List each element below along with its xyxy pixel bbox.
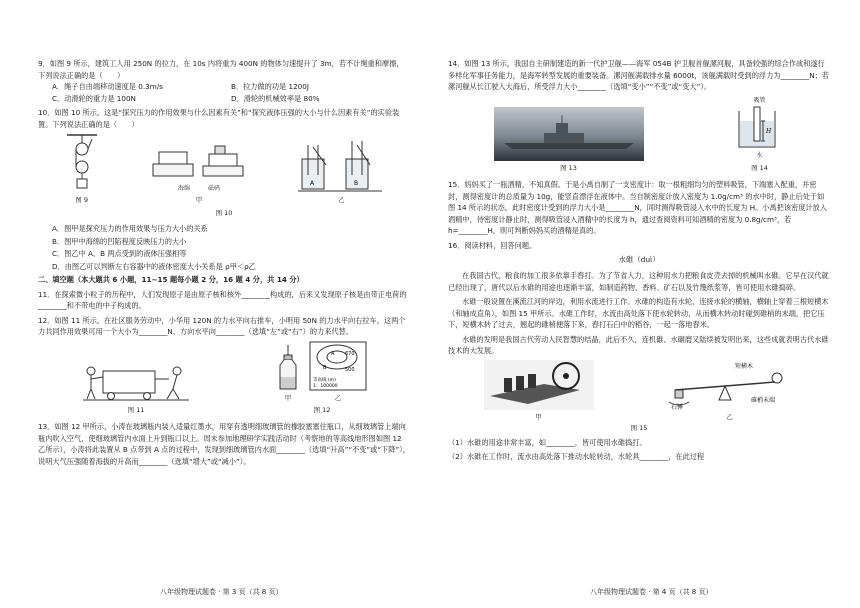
- option-10c: C．图乙中 A、B 两点受到的液体压强相等: [52, 249, 187, 259]
- figure-15-jia-label: 甲: [535, 412, 542, 421]
- question-15: 15．妈妈买了一瓶酒精，不知真假。于是小禹自制了一支密度计：取一根粗细均匀的塑料吸管，下端塞入配重，并密封，测得密度计的总质量为 10g，能竖直漂浮在液体中。当自制密度计放入密度为 1.0g/cm³ 的水中时，静止后处于如图 14 所示的状态，此时密度计受到的浮力大小是________N，同时测得吸管浸入水中的长度为 H。小禹把该密度计放入酒精中，待密度计静止时，测得吸管浸入酒精中的长度为 h，通过查阅资料可知酒精的密度为 0.8g/cm³，若 h=________H，则可判断妈妈买的酒精是真的。: [448, 180, 827, 236]
- question-10-stem: 10．如图 10 所示，这是“探究压力的作用效果与什么因素有关”和“探究液体压强的大小与什么因素有关”的实验装置。下列说法正确的是（ ）: [38, 108, 400, 129]
- question-16-stem: 16．阅读材料，回答问题。: [448, 240, 537, 250]
- right-page-footer: 八年级物理试题卷 · 第 4 页（共 8 页）: [590, 587, 713, 596]
- question-9-stem: 9．如图 9 所示，建筑工人用 250N 的拉力，在 10s 内将重为 400N 的物体匀速提升了 3m，若不计绳重和摩擦，下列说法正确的是（ ）: [38, 59, 404, 80]
- figure-10-caption: 图 10: [215, 209, 233, 218]
- figure-10-caption-row: [38, 207, 410, 219]
- figure-12-caption: 图 12: [313, 406, 331, 415]
- sponge-label: 海绵: [177, 184, 190, 192]
- contour-map-drawing: [309, 341, 367, 391]
- question-12: 12．如图 11 所示，在社区服务劳动中，小华用 120N 的力水平向右推车，小明用 50N 的力水平向右拉车，这两个力共同作用效果可用一个大小为________N、方向水平向________（选填“左”或“右”）的力来代替。: [38, 315, 406, 337]
- bottle-drawing: [277, 345, 299, 391]
- straw-label: 吸管: [753, 96, 766, 104]
- question-9-options: [52, 81, 410, 104]
- figure-12-yi-label: 乙: [334, 393, 342, 402]
- question-16-sub-1: （1）水碓的用途非常丰富，如________，皆可使用水碓捣打。: [448, 437, 647, 447]
- figure-12-jia: [277, 345, 299, 403]
- figures-9-10: [38, 133, 410, 205]
- weight-label: 砝码: [207, 184, 220, 192]
- svg-text:A: A: [310, 180, 315, 188]
- figure-11: [81, 363, 191, 415]
- option-10d: D．由图乙可以判断左右容器中的液体密度大小关系是 ρ甲＜ρ乙: [52, 261, 256, 271]
- question-9: [38, 58, 410, 104]
- figure-10-jia: [149, 140, 249, 206]
- figure-15-yi-label: 乙: [726, 412, 733, 421]
- water-mill-photo: [484, 360, 594, 410]
- densimeter-drawing: [735, 105, 785, 151]
- reading-paragraph-2: 水碓一般设置在溪流江河的岸边，利用水流进行工作。水碓的构造有水轮、连接水轮的横轴，横轴上穿着三根短横木（和轴成直角），如图 15 甲所示。水碓工作时，水流由高处落下使水轮转动，从而横木转动时碰到碓梢的末端，把它压下，短横木转了过去，翘起的碓梢便落下来，舂打石臼中的稻谷，一起一落地舂米。: [448, 297, 829, 330]
- svg-text:A: A: [331, 350, 335, 357]
- figure-9-caption: 图 9: [75, 196, 88, 205]
- sponge-experiment-drawing: [149, 140, 249, 184]
- question-10: [38, 107, 410, 130]
- svg-text:B: B: [354, 180, 359, 188]
- reading-paragraph-1: 在我国古代，粮食的加工很多依靠手舂打。为了节省人力，这种用水力把粮食皮壳去掉的机械叫水碓。它早在汉代就已经出现了，唐代以后水碓的用途也逐渐丰富，如制造药物、香料、矿石以及竹篾纸浆等，皆可使用水碓捣碎。: [448, 271, 829, 292]
- option-9d: D．滑轮的机械效率是 80%: [231, 93, 320, 103]
- figure-15: [448, 360, 830, 422]
- figure-10-yi-caption: 乙: [338, 196, 345, 205]
- cart-push-drawing: [81, 363, 191, 403]
- figure-15-caption: 图 15: [630, 424, 648, 433]
- option-9b: B．拉力做的功是 1200J: [231, 82, 309, 92]
- figures-11-12: [38, 341, 410, 416]
- svg-text:B: B: [323, 364, 327, 371]
- sponge-labels: [178, 184, 220, 194]
- contour-500-label: 500: [345, 366, 355, 373]
- figure-13-caption: 图 13: [560, 163, 577, 172]
- figure-13: [494, 107, 644, 173]
- contour-670-label: 670: [345, 350, 355, 357]
- short-crossbar-label: 短横木: [734, 362, 753, 370]
- figures-13-14: [448, 96, 830, 174]
- figure-12-jia-label: 甲: [284, 393, 292, 402]
- warship-photo: [494, 107, 644, 161]
- contour-scale: 1：100000: [313, 383, 338, 389]
- contour-legend: 等高线 (m): [313, 377, 336, 383]
- pestle-tail-label: 碓梢末端: [750, 396, 775, 404]
- reading-paragraph-3: 水碓的发明是我国古代劳动人民智慧的结晶，此后不久，连机碓、水碾磨又陆续被发明出来，这些成就表明古代水碓技术的大发展。: [448, 334, 829, 356]
- left-page-footer: 八年级物理试题卷 · 第 3 页（共 8 页）: [160, 587, 283, 596]
- option-10b: B．图甲中海绵的凹陷程度反映压力的大小: [52, 236, 187, 246]
- question-16-sub-2: （2）水碓在工作时，流水由高处落下推动水轮转动，水轮具________，在此过程: [448, 452, 705, 462]
- water-label: 水: [756, 152, 763, 160]
- figure-10-jia-caption: 甲: [195, 196, 203, 205]
- question-13: 13．如图 12 甲所示，小涛在玻璃瓶内装入适量红墨水，用穿有透明细玻璃管的橡胶塞塞住瓶口，从细玻璃管上端向瓶内吹入空气，使细玻璃管内水面上升到瓶口以上。周末参加地理研学实践活动时（考察地的等高线地形图如图 12 乙所示），小涛将此装置从 B 点带到 A 点的过程中，发现到细玻璃管内水面________（选填“升高”“不变”或“下降”），说明大气压强随着海拔的升高而________（选填“增大”或“减小”）。: [38, 422, 410, 466]
- right-page: [430, 0, 860, 608]
- pressure-gauge-drawing: [296, 137, 386, 193]
- figure-12-parts: [277, 341, 367, 403]
- figure-9: [62, 133, 102, 205]
- question-11: 11．在探索微小粒子的历程中，人们发现原子是由原子核和核外________构成的，后来又发现原子核是由带正电荷的________和不带电的中子构成的。: [38, 289, 407, 311]
- figure-12-yi: [309, 341, 367, 403]
- question-14: 14．如图 13 所示，我国自主研制建造的新一代护卫舰——海军 054B 护卫舰首舰漯河舰，具备较强的综合作战和遂行多样化军事任务能力，是海军转型发展的重要装备。漯河舰满载排水量 6000t，该舰满载时受到的浮力为________N；若漯河舰从长江驶入大海后，所受浮力大小________（选填“变小”“不变”或“变大”）。: [448, 59, 829, 92]
- figure-15-jia: [484, 360, 594, 422]
- figure-15-yi: [665, 360, 795, 422]
- pulley-drawing: [62, 133, 102, 193]
- figure-14-caption: 图 14: [751, 163, 768, 172]
- warship-silhouette: [494, 107, 644, 161]
- figure-14: [735, 96, 785, 174]
- lever-pestle-drawing: [665, 360, 795, 410]
- figure-11-caption: 图 11: [127, 406, 145, 415]
- option-9a: A．绳子自由端移动速度是 0.3m/s: [52, 82, 163, 92]
- option-10a: A．图甲是探究压力的作用效果与压力大小的关系: [52, 224, 208, 233]
- figure-15-caption-row: [448, 422, 830, 434]
- reading-title: 水碓（duì）: [618, 255, 660, 265]
- section-2-heading: 二、填空题（本大题共 6 小题，11~15 题每小题 2 分，16 题 4 分，共 14 分）: [38, 275, 304, 285]
- stone-hammer-label: 石锤: [670, 403, 683, 410]
- figure-10-yi: [296, 137, 386, 205]
- figure-12: [277, 341, 367, 416]
- depth-h-label: H: [765, 128, 771, 136]
- option-9c: C．动滑轮的重力是 100N: [52, 93, 136, 103]
